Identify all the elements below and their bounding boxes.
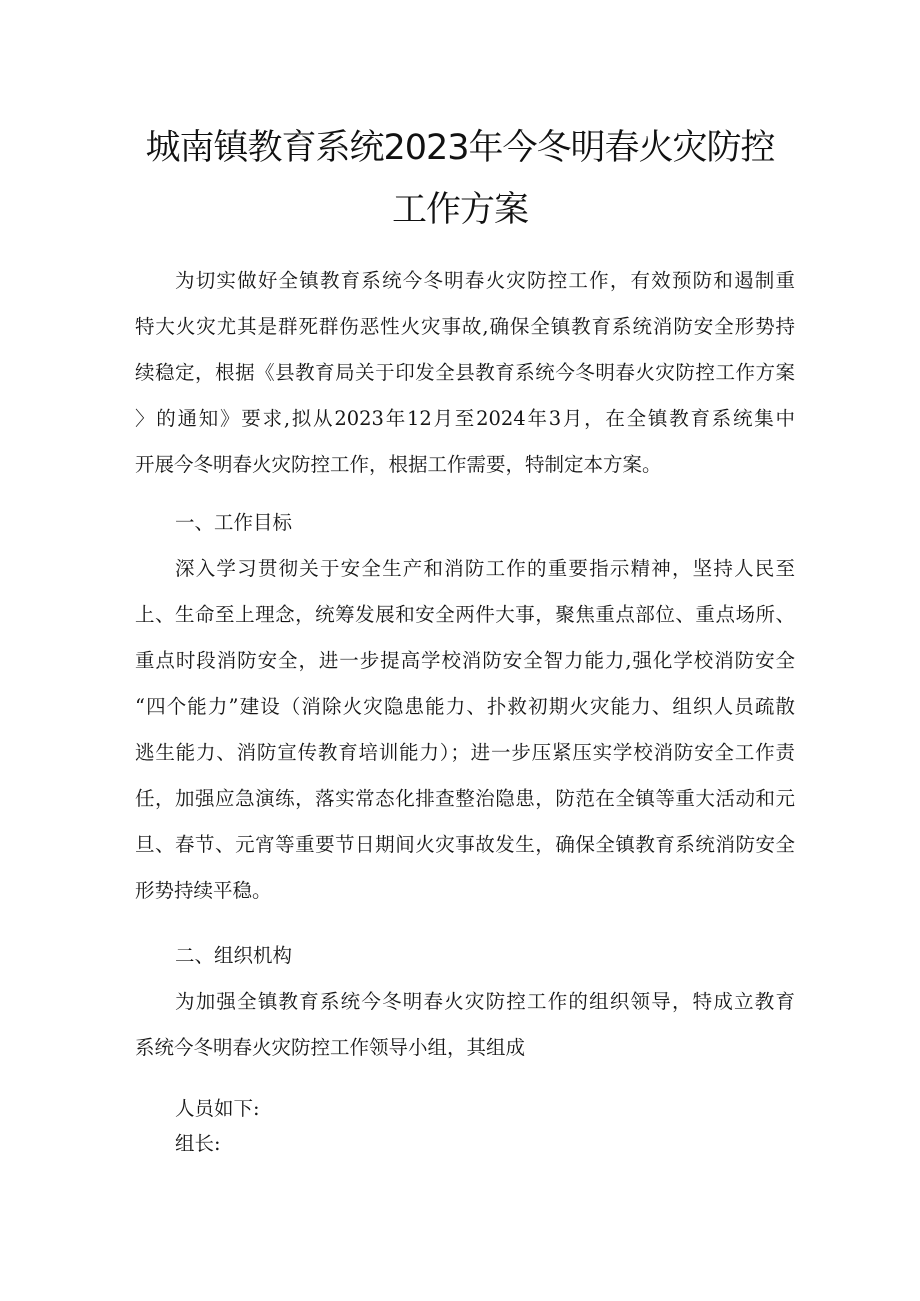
section1-paragraph-line: 逃生能力、消防宣传教育培训能力）；进一步压紧压实学校消防安全工作责 — [135, 741, 795, 764]
members-intro-text: 人员如下: — [175, 1097, 260, 1120]
section-heading-work-goals: 一、工作目标 — [175, 511, 293, 534]
intro-paragraph-line: 续稳定，根据《县教育局关于印发全县教育系统今冬明春火灾防控工作方案 — [135, 361, 795, 384]
section1-paragraph-line: 旦、春节、元宵等重要节日期间火灾事故发生，确保全镇教育系统消防安全 — [135, 833, 795, 856]
intro-paragraph-line: 为切实做好全镇教育系统今冬明春火灾防控工作，有效预防和遏制重 — [175, 269, 795, 292]
section2-paragraph-line: 为加强全镇教育系统今冬明春火灾防控工作的组织领导，特成立教育 — [175, 990, 795, 1013]
section1-paragraph-line: “四个能力”建设（消除火灾隐患能力、扑救初期火灾能力、组织人员疏散 — [135, 695, 795, 718]
section1-paragraph-line: 深入学习贯彻关于安全生产和消防工作的重要指示精神，坚持人民至 — [175, 557, 795, 580]
section-heading-organization: 二、组织机构 — [175, 944, 293, 967]
intro-paragraph-line: 开展今冬明春火灾防控工作，根据工作需要，特制定本方案。 — [135, 453, 662, 476]
leader-label: 组长: — [175, 1132, 221, 1155]
section1-paragraph-line: 重点时段消防安全，进一步提高学校消防安全智力能力,强化学校消防安全 — [135, 649, 795, 672]
section1-paragraph-line: 形势持续平稳。 — [135, 879, 272, 902]
section1-paragraph-line: 上、生命至上理念，统筹发展和安全两件大事，聚焦重点部位、重点场所、 — [135, 603, 795, 626]
section2-paragraph-line: 系统今冬明春火灾防控工作领导小组，其组成 — [135, 1036, 526, 1059]
intro-paragraph-line: 〉的通知》要求,拟从2023年12月至2024年3月，在全镇教育系统集中 — [135, 407, 795, 430]
intro-paragraph-line: 特大火灾尤其是群死群伤恶性火灾事故,确保全镇教育系统消防安全形势持 — [135, 315, 795, 338]
section1-paragraph-line: 任，加强应急演练，落实常态化排查整治隐患，防范在全镇等重大活动和元 — [135, 787, 795, 810]
document-title-line-1: 城南镇教育系统2023年今冬明春火灾防控 — [145, 128, 775, 168]
document-title-line-2: 工作方案 — [391, 190, 528, 230]
